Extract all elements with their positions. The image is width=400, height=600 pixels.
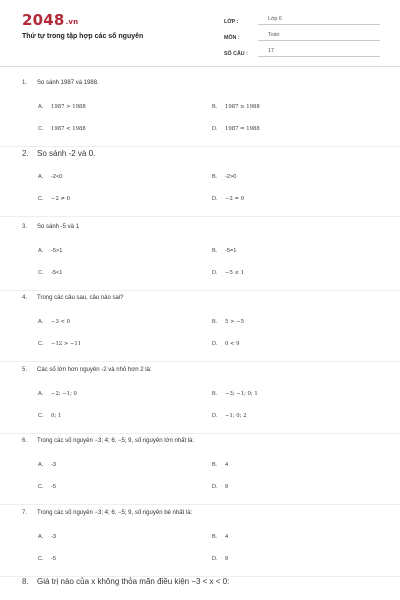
question-divider	[0, 146, 400, 147]
option-a[interactable]: A. -3	[38, 462, 56, 468]
meta-count-row	[224, 45, 380, 57]
option-text: -5=1	[225, 248, 237, 254]
option-d[interactable]: D. −2 = 0	[212, 196, 244, 202]
header-divider	[0, 66, 400, 67]
option-text: -3	[51, 534, 56, 540]
option-d[interactable]: D. 1987 = 1988	[212, 126, 260, 132]
option-text: −2 = 0	[225, 196, 244, 202]
option-text: -3	[51, 462, 56, 468]
option-b[interactable]: B. 5 > −5	[212, 319, 244, 325]
site-logo[interactable]: 2048.vn	[22, 11, 79, 29]
question-divider	[0, 504, 400, 505]
question-divider	[0, 290, 400, 291]
question-stem	[22, 577, 229, 586]
question-stem	[22, 295, 124, 301]
option-c[interactable]: C. 0; 1	[38, 413, 62, 419]
option-text: -5>1	[51, 248, 63, 254]
question-number: 4.	[22, 295, 28, 301]
logo-suffix: .vn	[65, 18, 79, 26]
option-a[interactable]: A. -2<0	[38, 174, 63, 180]
option-a[interactable]: A. -3	[38, 534, 56, 540]
option-text: 5 > −5	[225, 319, 244, 325]
meta-class-row	[224, 13, 380, 25]
question-text: Trong các số nguyên −3; 4; 6; −5; 9, số nguyên bé nhất là:	[37, 510, 193, 516]
question-text: Giá trị nào của x không thỏa mãn điều kiện −3 < x < 0:	[37, 577, 230, 586]
option-d[interactable]: D. 9	[212, 484, 229, 490]
question-text: So sánh 1987 và 1988.	[37, 80, 99, 86]
option-text: -5<1	[51, 270, 63, 276]
option-b[interactable]: B. −3; −1; 0; 1	[212, 391, 258, 397]
option-a[interactable]: A. 1987 > 1988	[38, 104, 86, 110]
option-c[interactable]: C. -5<1	[38, 270, 63, 276]
question-number: 1.	[22, 80, 28, 86]
option-d[interactable]: D. −5 ≤ 1	[212, 270, 244, 276]
option-text: 0 < 9	[225, 341, 240, 347]
option-text: -5	[51, 484, 56, 490]
option-text: 9	[225, 556, 229, 562]
option-text: −5 ≤ 1	[225, 270, 244, 276]
question-number: 3.	[22, 224, 28, 230]
option-text: 1987 = 1988	[225, 126, 260, 132]
option-text: 1987 > 1988	[51, 104, 86, 110]
option-b[interactable]: B. 4	[212, 534, 229, 540]
question-text: Các số lớn hơn nguyên -2 và nhỏ hơn 2 là:	[37, 367, 152, 373]
option-text: −2 ≠ 0	[51, 196, 70, 202]
question-text: So sánh -2 và 0.	[37, 149, 96, 158]
question-stem	[22, 149, 95, 158]
option-d[interactable]: D. −1; 0; 2	[212, 413, 247, 419]
question-stem	[22, 367, 152, 373]
option-d[interactable]: D. 9	[212, 556, 229, 562]
option-text: 1987 < 1988	[51, 126, 86, 132]
question-number: 6.	[22, 438, 28, 444]
option-text: 0; 1	[51, 413, 62, 419]
option-c[interactable]: C. −12 > −11	[38, 341, 82, 347]
meta-label: SỐ CÂU :	[224, 51, 248, 57]
meta-label: LỚP :	[224, 19, 239, 25]
option-text: -5	[51, 556, 56, 562]
option-a[interactable]: A. -5>1	[38, 248, 63, 254]
option-text: 9	[225, 484, 229, 490]
option-text: -2>0	[225, 174, 237, 180]
option-b[interactable]: B. 4	[212, 462, 229, 468]
question-stem	[22, 80, 99, 86]
option-b[interactable]: B. 1987 ≥ 1988	[212, 104, 260, 110]
option-a[interactable]: A. −2; −1; 0	[38, 391, 77, 397]
option-b[interactable]: B. -5=1	[212, 248, 237, 254]
question-number: 2.	[22, 149, 29, 158]
option-text: 1987 ≥ 1988	[225, 104, 260, 110]
meta-value: Toán	[258, 32, 380, 41]
meta-subject-row	[224, 29, 380, 41]
question-stem	[22, 510, 192, 516]
option-text: 4	[225, 462, 229, 468]
meta-label: MÔN :	[224, 35, 240, 41]
question-number: 8.	[22, 577, 29, 586]
option-text: −3 < 0	[51, 319, 70, 325]
question-number: 5.	[22, 367, 28, 373]
question-text: So sánh -5 và 1	[37, 224, 80, 230]
question-divider	[0, 216, 400, 217]
meta-value: 17	[258, 48, 380, 57]
option-c[interactable]: C. −2 ≠ 0	[38, 196, 70, 202]
meta-value: Lớp 6	[258, 16, 380, 25]
option-text: −3; −1; 0; 1	[225, 391, 258, 397]
question-divider	[0, 433, 400, 434]
option-b[interactable]: B. -2>0	[212, 174, 237, 180]
option-a[interactable]: A. −3 < 0	[38, 319, 70, 325]
question-text: Trong các số nguyên −3; 4; 6; −5; 9, số nguyên lớn nhất là:	[37, 438, 195, 444]
option-c[interactable]: C. 1987 < 1988	[38, 126, 86, 132]
question-text: Trong các câu sau, câu nào sai?	[37, 295, 124, 301]
option-text: −2; −1; 0	[51, 391, 77, 397]
question-stem	[22, 224, 79, 230]
option-text: 4	[225, 534, 229, 540]
option-c[interactable]: C. -5	[38, 556, 56, 562]
question-number: 7.	[22, 510, 28, 516]
document-title: Thứ tự trong tập hợp các số nguyên	[22, 33, 144, 40]
option-text: −12 > −11	[51, 341, 82, 347]
question-divider	[0, 361, 400, 362]
option-text: −1; 0; 2	[225, 413, 247, 419]
option-text: -2<0	[51, 174, 63, 180]
option-d[interactable]: D. 0 < 9	[212, 341, 240, 347]
page-header	[0, 0, 400, 64]
option-c[interactable]: C. -5	[38, 484, 56, 490]
question-stem	[22, 438, 194, 444]
